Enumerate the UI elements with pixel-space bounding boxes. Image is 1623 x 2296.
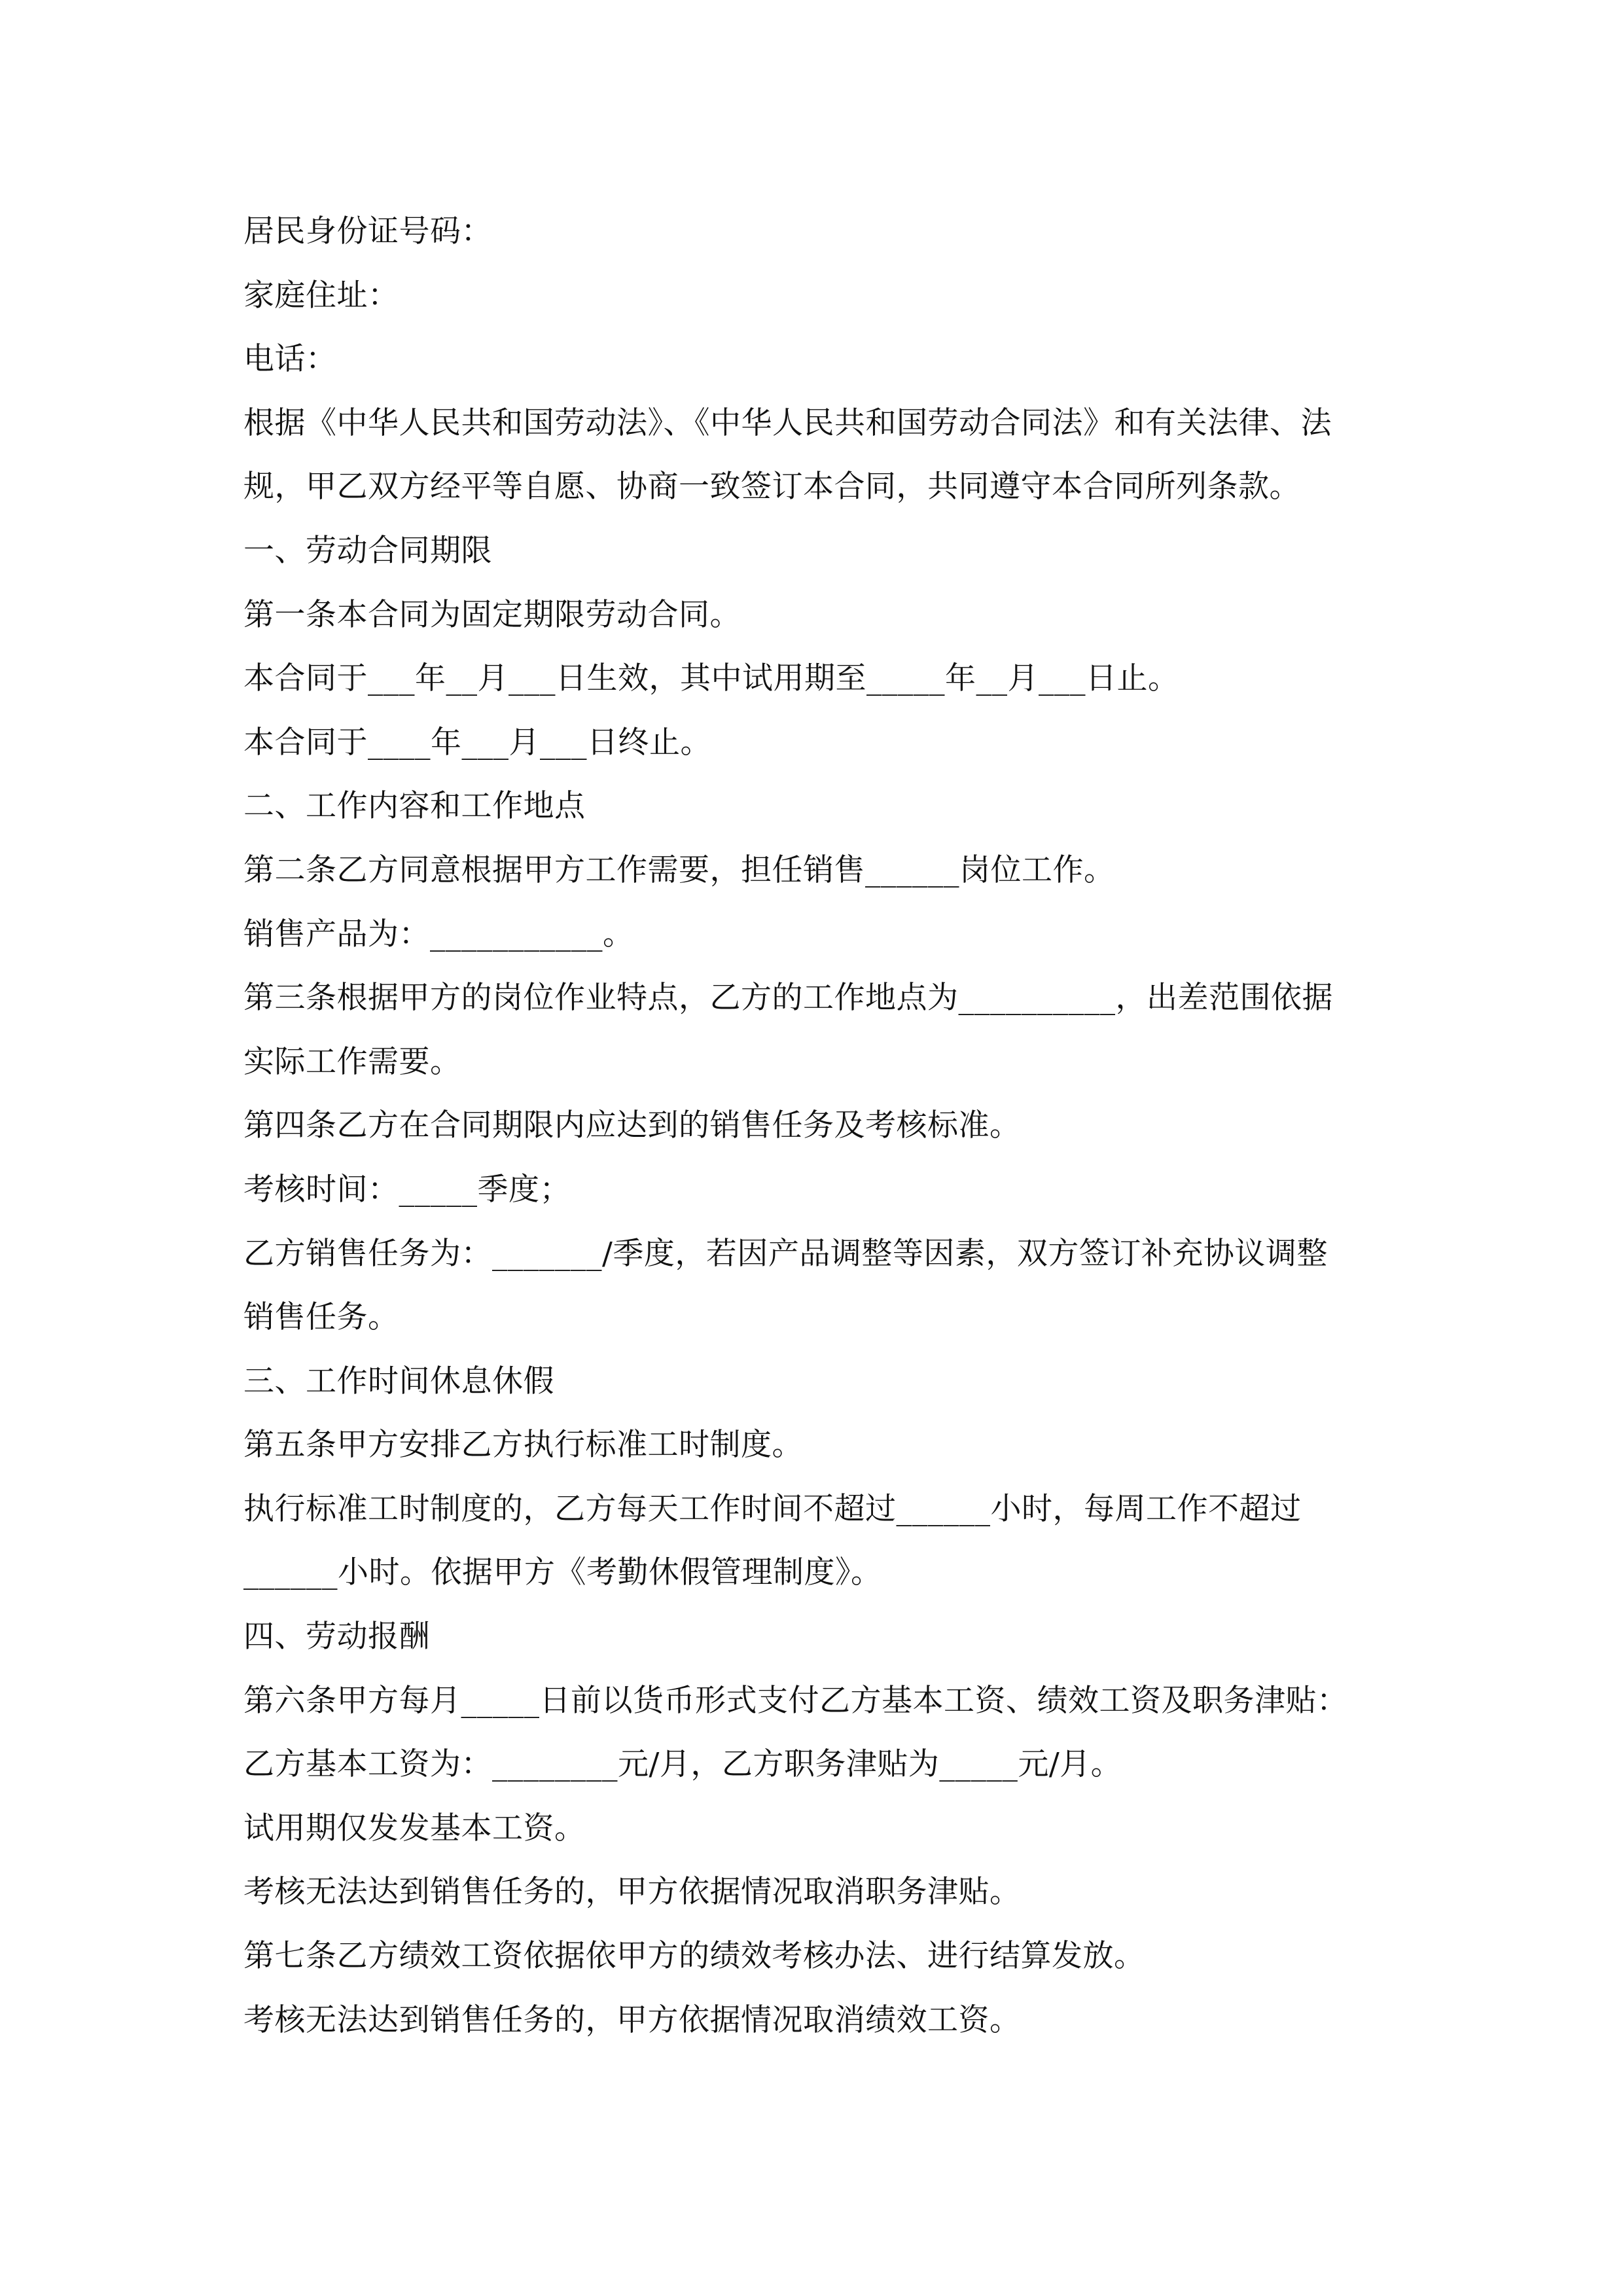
effective-date-clause: 本合同于___年__月___日生效，其中试用期至_____年__月___日止。 — [243, 660, 1179, 697]
phone-label: 电话： — [243, 341, 337, 378]
document-body — [243, 200, 1402, 2052]
assessment-period-clause: 考核时间：_____季度； — [243, 1171, 571, 1208]
performance-pay-cancellation-clause: 考核无法达到销售任务的，甲方依据情况取消绩效工资。 — [243, 2001, 1021, 2038]
working-hours-line-2: ______小时。依据甲方《考勤休假管理制度》。 — [243, 1554, 882, 1591]
section-heading-work-content: 二、工作内容和工作地点 — [243, 788, 586, 825]
article-2: 第二条乙方同意根据甲方工作需要，担任销售______岗位工作。 — [243, 852, 1115, 888]
article-4: 第四条乙方在合同期限内应达到的销售任务及考核标准。 — [243, 1107, 1021, 1144]
section-heading-remuneration: 四、劳动报酬 — [243, 1619, 430, 1655]
section-heading-contract-term: 一、劳动合同期限 — [243, 532, 492, 569]
home-address-label: 家庭住址： — [243, 277, 399, 314]
id-number-label: 居民身份证号码： — [243, 213, 492, 249]
sales-product-clause: 销售产品为：___________。 — [243, 916, 634, 952]
sales-target-line-2: 销售任务。 — [243, 1299, 399, 1336]
termination-date-clause: 本合同于____年___月___日终止。 — [243, 724, 711, 761]
probation-salary-clause: 试用期仅发发基本工资。 — [243, 1810, 586, 1846]
sales-target-line-1: 乙方销售任务为：_______/季度，若因产品调整等因素，双方签订补充协议调整 — [243, 1235, 1328, 1272]
base-salary-clause: 乙方基本工资为：________元/月，乙方职务津贴为_____元/月。 — [243, 1746, 1122, 1783]
article-6: 第六条甲方每月_____日前以货币形式支付乙方基本工资、绩效工资及职务津贴： — [243, 1682, 1348, 1719]
article-1: 第一条本合同为固定期限劳动合同。 — [243, 596, 741, 633]
article-5: 第五条甲方安排乙方执行标准工时制度。 — [243, 1427, 803, 1463]
article-3-line-2: 实际工作需要。 — [243, 1043, 461, 1080]
preamble-line-1: 根据《中华人民共和国劳动法》、《中华人民共和国劳动合同法》和有关法律、法 — [243, 404, 1332, 441]
working-hours-line-1: 执行标准工时制度的，乙方每天工作时间不超过______小时，每周工作不超过 — [243, 1490, 1302, 1527]
article-7: 第七条乙方绩效工资依据依甲方的绩效考核办法、进行结算发放。 — [243, 1938, 1145, 1975]
article-3-line-1: 第三条根据甲方的岗位作业特点，乙方的工作地点为__________，出差范围依据 — [243, 980, 1333, 1016]
allowance-cancellation-clause: 考核无法达到销售任务的，甲方依据情况取消职务津贴。 — [243, 1874, 1021, 1910]
preamble-line-2: 规，甲乙双方经平等自愿、协商一致签订本合同，共同遵守本合同所列条款。 — [243, 469, 1300, 505]
section-heading-working-hours: 三、工作时间休息休假 — [243, 1363, 554, 1399]
